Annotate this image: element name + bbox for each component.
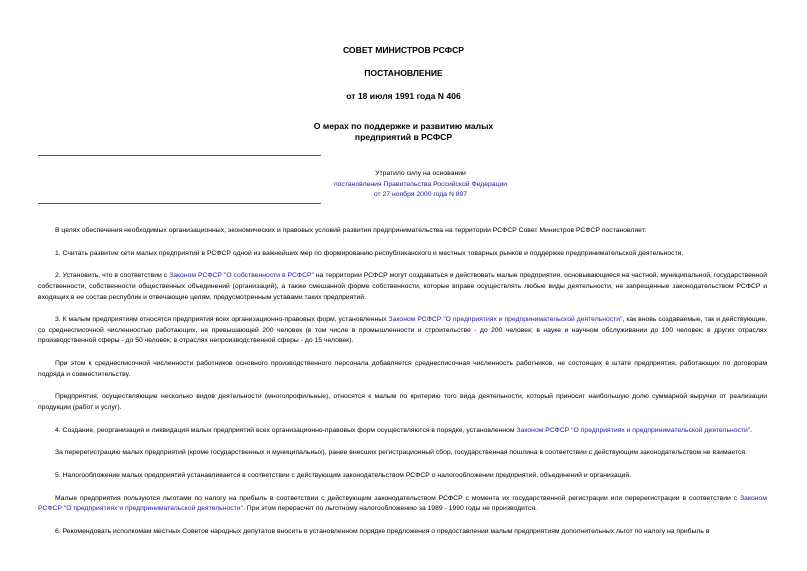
issuer-heading: СОВЕТ МИНИСТРОВ РСФСР bbox=[342, 45, 465, 55]
bottom-divider bbox=[38, 203, 321, 204]
law-enterprises-link[interactable]: Законом РСФСР "О предприятиях и предпринимательской деятельности" bbox=[516, 426, 751, 434]
repeal-decree-date-link[interactable]: от 27 ноября 2000 года N 897 bbox=[373, 191, 468, 198]
document-type-heading: ПОСТАНОВЛЕНИЕ bbox=[364, 68, 443, 78]
repeal-note-text: Утратило силу на основании bbox=[375, 170, 466, 177]
paragraph-2: 2. Установить, что в соответствии с Законом РСФСР "О собственности в РСФСР" на территории РСФСР могут создаваться и действовать малые предприятия, основывающиеся на частной, муниципальной, государственной собственности, собственности общественных объединений (организаций), а также смешанной форме собственности, которые вправе осуществлять любые виды деятельности, не запрещенные законодательством РСФСР и входящих в ее состав республик и отвечающие целям, предусмотренным уставами таких предприятий. bbox=[38, 272, 767, 301]
document-title bbox=[0, 121, 807, 143]
paragraph-3-note-staff: При этом к среднесписочной численности работников основного производственного персонала добавляется среднесписочная численность работников, не состоящих в штате предприятия, работающих по договорам подряда и совместительству. bbox=[38, 360, 767, 378]
paragraph-6: 6. Рекомендовать исполкомам местных Советов народных депутатов вносить в установленном порядке предложения о предоставлении малым предприятиям дополнительных льгот по налогу на прибыль в bbox=[55, 528, 710, 536]
repeal-decree-link[interactable]: постановления Правительства Российской Федерации bbox=[333, 180, 508, 188]
paragraph-3: 3. К малым предприятиям относятся предприятия всех организационно-правовых форм, установленных Законом РСФСР "О предприятиях и предпринимательской деятельности", как вновь создаваемые, так и действующие, со среднесписочной численностью работающих, не превышающей 200 человек (в том числе в промышленности и строительстве - до 200 человек; в науке и научном обслуживании до 100 человек; в других отраслях производственной сферы - до 50 человек; в отраслях непроизводственной сферы - до 15 человек). bbox=[38, 316, 767, 345]
law-property-link[interactable]: Законом РСФСР "О собственности в РСФСР" bbox=[169, 272, 314, 280]
law-enterprises-link[interactable]: Законом РСФСР "О предприятиях и предпринимательской деятельности" bbox=[38, 494, 767, 513]
document-body bbox=[38, 226, 767, 550]
repeal-note bbox=[38, 169, 803, 201]
document-date: от 18 июля 1991 года N 406 bbox=[346, 91, 461, 101]
document-title-line1: О мерах по поддержке и развитию малых bbox=[313, 121, 494, 131]
paragraph-5: 5. Налогообложение малых предприятий устанавливается в соответствии с действующим законодательством РСФСР о налогообложении предприятий, объединений и организаций. bbox=[55, 472, 632, 480]
paragraph-3-note-multiprofile: Предприятия, осуществляющие несколько видов деятельности (многопрофильные), относятся к малым по критерию того вида деятельности, который приносит наибольшую долю суммарной выручки от реализации продукции (работ и услуг). bbox=[38, 393, 767, 411]
top-divider bbox=[38, 155, 321, 156]
document-title-line2: предприятий в РСФСР bbox=[354, 132, 453, 142]
paragraph-1: 1. Считать развитие сети малых предприятий в РСФСР одной из важнейших мер по формированию республиканского и местных товарных рынков и поддержке предпринимательской деятельности. bbox=[55, 249, 684, 257]
paragraph-4: 4. Создание, реорганизация и ликвидация малых предприятий всех организационно-правовых форм осуществляются в порядке, установленном Законом РСФСР "О предприятиях и предпринимательской деятельности". bbox=[55, 426, 753, 434]
paragraph-4-note-fee: За перерегистрацию малых предприятий (кроме государственных и муниципальных), ранее внесших регистрационный сбор, государственная пошлина в соответствии с действующим законодательством не взимается. bbox=[55, 449, 747, 457]
paragraph-5-note-benefits: Малые предприятия пользуются льготами по налогу на прибыль в соответствии с действующим законодательством РСФСР с момента их государственной регистрации или перерегистрации в соответствии с Законом РСФСР "О предприятиях и предпринимательской деятельности". При этом перерасчет по льготному налогообложению за 1989 - 1990 годы не производится. bbox=[38, 494, 767, 513]
paragraph-preamble: В целях обеспечения необходимых организационных, экономических и правовых условий развития предпринимательства на территории РСФСР Совет Министров РСФСР постановляет: bbox=[55, 227, 647, 234]
law-enterprises-link[interactable]: Законом РСФСР "О предприятиях и предпринимательской деятельности" bbox=[388, 316, 623, 324]
